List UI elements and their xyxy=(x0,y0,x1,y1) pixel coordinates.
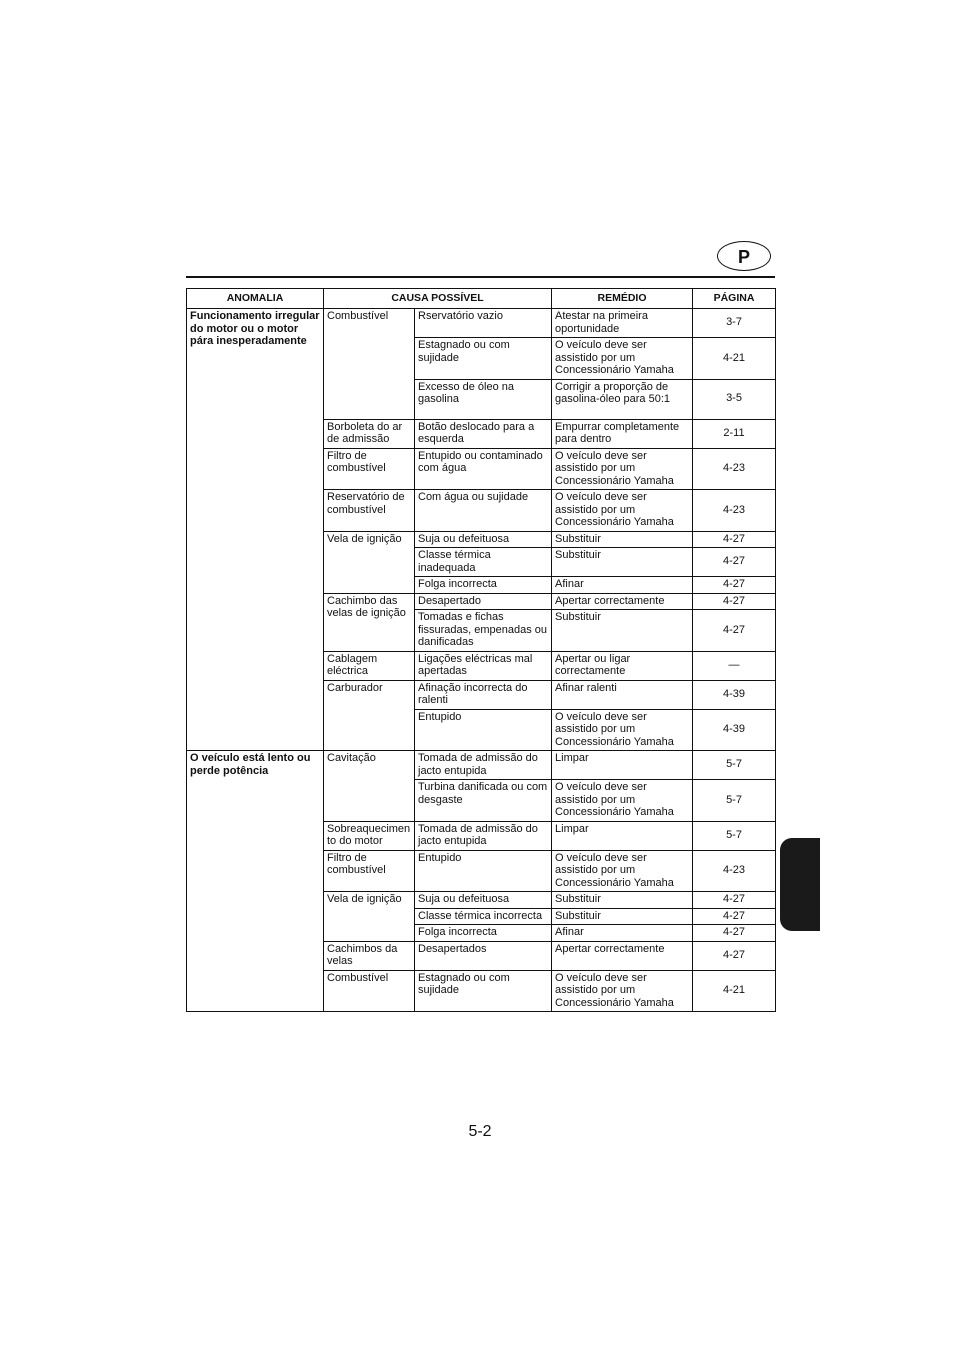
detail-cell: Estagnado ou com sujidade xyxy=(415,338,552,380)
page-ref-cell: 3-5 xyxy=(693,379,776,419)
detail-cell: Folga incorrecta xyxy=(415,925,552,942)
cause-cell: Sobreaquecimen to do motor xyxy=(324,821,415,850)
table-header-row xyxy=(187,289,776,309)
remedy-cell: Atestar na primeira oportunidade xyxy=(552,309,693,338)
detail-cell: Tomada de admissão do jacto entupida xyxy=(415,821,552,850)
detail-cell: Desapertados xyxy=(415,941,552,970)
detail-cell: Entupido xyxy=(415,850,552,892)
cause-cell: Vela de ignição xyxy=(324,531,415,593)
header-pagina: PÁGINA xyxy=(693,289,776,309)
page-ref-cell: 4-27 xyxy=(693,925,776,942)
anomalia-cell: Funcionamento irregular do motor ou o motor pára inesperadamente xyxy=(187,309,324,751)
remedy-cell: Afinar xyxy=(552,577,693,594)
detail-cell: Entupido ou contaminado com água xyxy=(415,448,552,490)
cause-cell: Cachimbos da velas xyxy=(324,941,415,970)
page-ref-cell: 4-39 xyxy=(693,680,776,709)
remedy-cell: Apertar correctamente xyxy=(552,593,693,610)
cause-cell: Combustível xyxy=(324,970,415,1012)
cause-cell: Cavitação xyxy=(324,751,415,822)
cause-cell: Filtro de combustível xyxy=(324,448,415,490)
language-badge: P xyxy=(717,241,771,271)
page-ref-cell: 4-23 xyxy=(693,448,776,490)
cause-cell: Combustível xyxy=(324,309,415,420)
cause-cell: Cablagem eléctrica xyxy=(324,651,415,680)
cause-cell: Vela de ignição xyxy=(324,892,415,942)
cause-cell: Cachimbo das velas de ignição xyxy=(324,593,415,651)
page-ref-cell: 5-7 xyxy=(693,780,776,822)
remedy-cell: O veículo deve ser assistido por um Concessionário Yamaha xyxy=(552,970,693,1012)
page-ref-cell: 4-21 xyxy=(693,338,776,380)
cause-cell: Borboleta do ar de admissão xyxy=(324,419,415,448)
page-ref-cell: 4-27 xyxy=(693,531,776,548)
detail-cell: Excesso de óleo na gasolina xyxy=(415,379,552,419)
detail-cell: Folga incorrecta xyxy=(415,577,552,594)
remedy-cell: O veículo deve ser assistido por um Concessionário Yamaha xyxy=(552,490,693,532)
table-body xyxy=(187,309,776,1012)
detail-cell: Suja ou defeituosa xyxy=(415,531,552,548)
anomalia-cell: O veículo está lento ou perde potência xyxy=(187,751,324,1012)
header-causa: CAUSA POSSÍVEL xyxy=(324,289,552,309)
remedy-cell: Substituir xyxy=(552,610,693,652)
remedy-cell: O veículo deve ser assistido por um Concessionário Yamaha xyxy=(552,338,693,380)
page-ref-cell: 4-27 xyxy=(693,941,776,970)
cause-cell: Filtro de combustível xyxy=(324,850,415,892)
remedy-cell: Substituir xyxy=(552,531,693,548)
page-ref-cell: 2-11 xyxy=(693,419,776,448)
remedy-cell: O veículo deve ser assistido por um Concessionário Yamaha xyxy=(552,850,693,892)
page-ref-cell: 4-39 xyxy=(693,709,776,751)
detail-cell: Classe térmica inadequada xyxy=(415,548,552,577)
chapter-tab xyxy=(780,838,820,931)
page-ref-cell: 4-27 xyxy=(693,892,776,909)
page-ref-cell: 3-7 xyxy=(693,309,776,338)
page-ref-cell: 4-21 xyxy=(693,970,776,1012)
remedy-cell: Limpar xyxy=(552,751,693,780)
header-anomalia: ANOMALIA xyxy=(187,289,324,309)
remedy-cell: Limpar xyxy=(552,821,693,850)
remedy-cell: Substituir xyxy=(552,548,693,577)
page-ref-cell: 4-27 xyxy=(693,577,776,594)
remedy-cell: O veículo deve ser assistido por um Concessionário Yamaha xyxy=(552,709,693,751)
detail-cell: Turbina danificada ou com desgaste xyxy=(415,780,552,822)
remedy-cell: Substituir xyxy=(552,892,693,909)
remedy-cell: Afinar xyxy=(552,925,693,942)
page-ref-cell: 4-23 xyxy=(693,490,776,532)
remedy-cell: Corrigir a proporção de gasolina-óleo para 50:1 xyxy=(552,379,693,419)
cause-cell: Reservatório de combustível xyxy=(324,490,415,532)
page-ref-cell: 4-27 xyxy=(693,610,776,652)
detail-cell: Suja ou defeituosa xyxy=(415,892,552,909)
remedy-cell: Apertar ou ligar correctamente xyxy=(552,651,693,680)
page-ref-cell: 4-23 xyxy=(693,850,776,892)
cause-cell: Carburador xyxy=(324,680,415,751)
table-row xyxy=(187,751,776,780)
page-ref-cell: 5-7 xyxy=(693,751,776,780)
remedy-cell: Empurrar completamente para dentro xyxy=(552,419,693,448)
detail-cell: Tomada de admissão do jacto entupida xyxy=(415,751,552,780)
detail-cell: Classe térmica incorrecta xyxy=(415,908,552,925)
page-ref-cell: 4-27 xyxy=(693,548,776,577)
page-ref-cell: 4-27 xyxy=(693,593,776,610)
page-number: 5-2 xyxy=(468,1123,492,1140)
detail-cell: Entupido xyxy=(415,709,552,751)
detail-cell: Rservatório vazio xyxy=(415,309,552,338)
remedy-cell: Apertar correctamente xyxy=(552,941,693,970)
remedy-cell: O veículo deve ser assistido por um Concessionário Yamaha xyxy=(552,780,693,822)
detail-cell: Tomadas e fichas fissuradas, empenadas ou danificadas xyxy=(415,610,552,652)
detail-cell: Botão deslocado para a esquerda xyxy=(415,419,552,448)
detail-cell: Com água ou sujidade xyxy=(415,490,552,532)
detail-cell: Desapertado xyxy=(415,593,552,610)
header-remedio: REMÉDIO xyxy=(552,289,693,309)
remedy-cell: O veículo deve ser assistido por um Concessionário Yamaha xyxy=(552,448,693,490)
detail-cell: Afinação incorrecta do ralenti xyxy=(415,680,552,709)
page-ref-cell: 4-27 xyxy=(693,908,776,925)
troubleshooting-table xyxy=(186,288,776,1012)
table-row xyxy=(187,309,776,338)
detail-cell: Ligações eléctricas mal apertadas xyxy=(415,651,552,680)
page-ref-cell: 5-7 xyxy=(693,821,776,850)
header-rule xyxy=(186,276,775,278)
page-ref-cell: — xyxy=(693,651,776,680)
remedy-cell: Substituir xyxy=(552,908,693,925)
detail-cell: Estagnado ou com sujidade xyxy=(415,970,552,1012)
remedy-cell: Afinar ralenti xyxy=(552,680,693,709)
